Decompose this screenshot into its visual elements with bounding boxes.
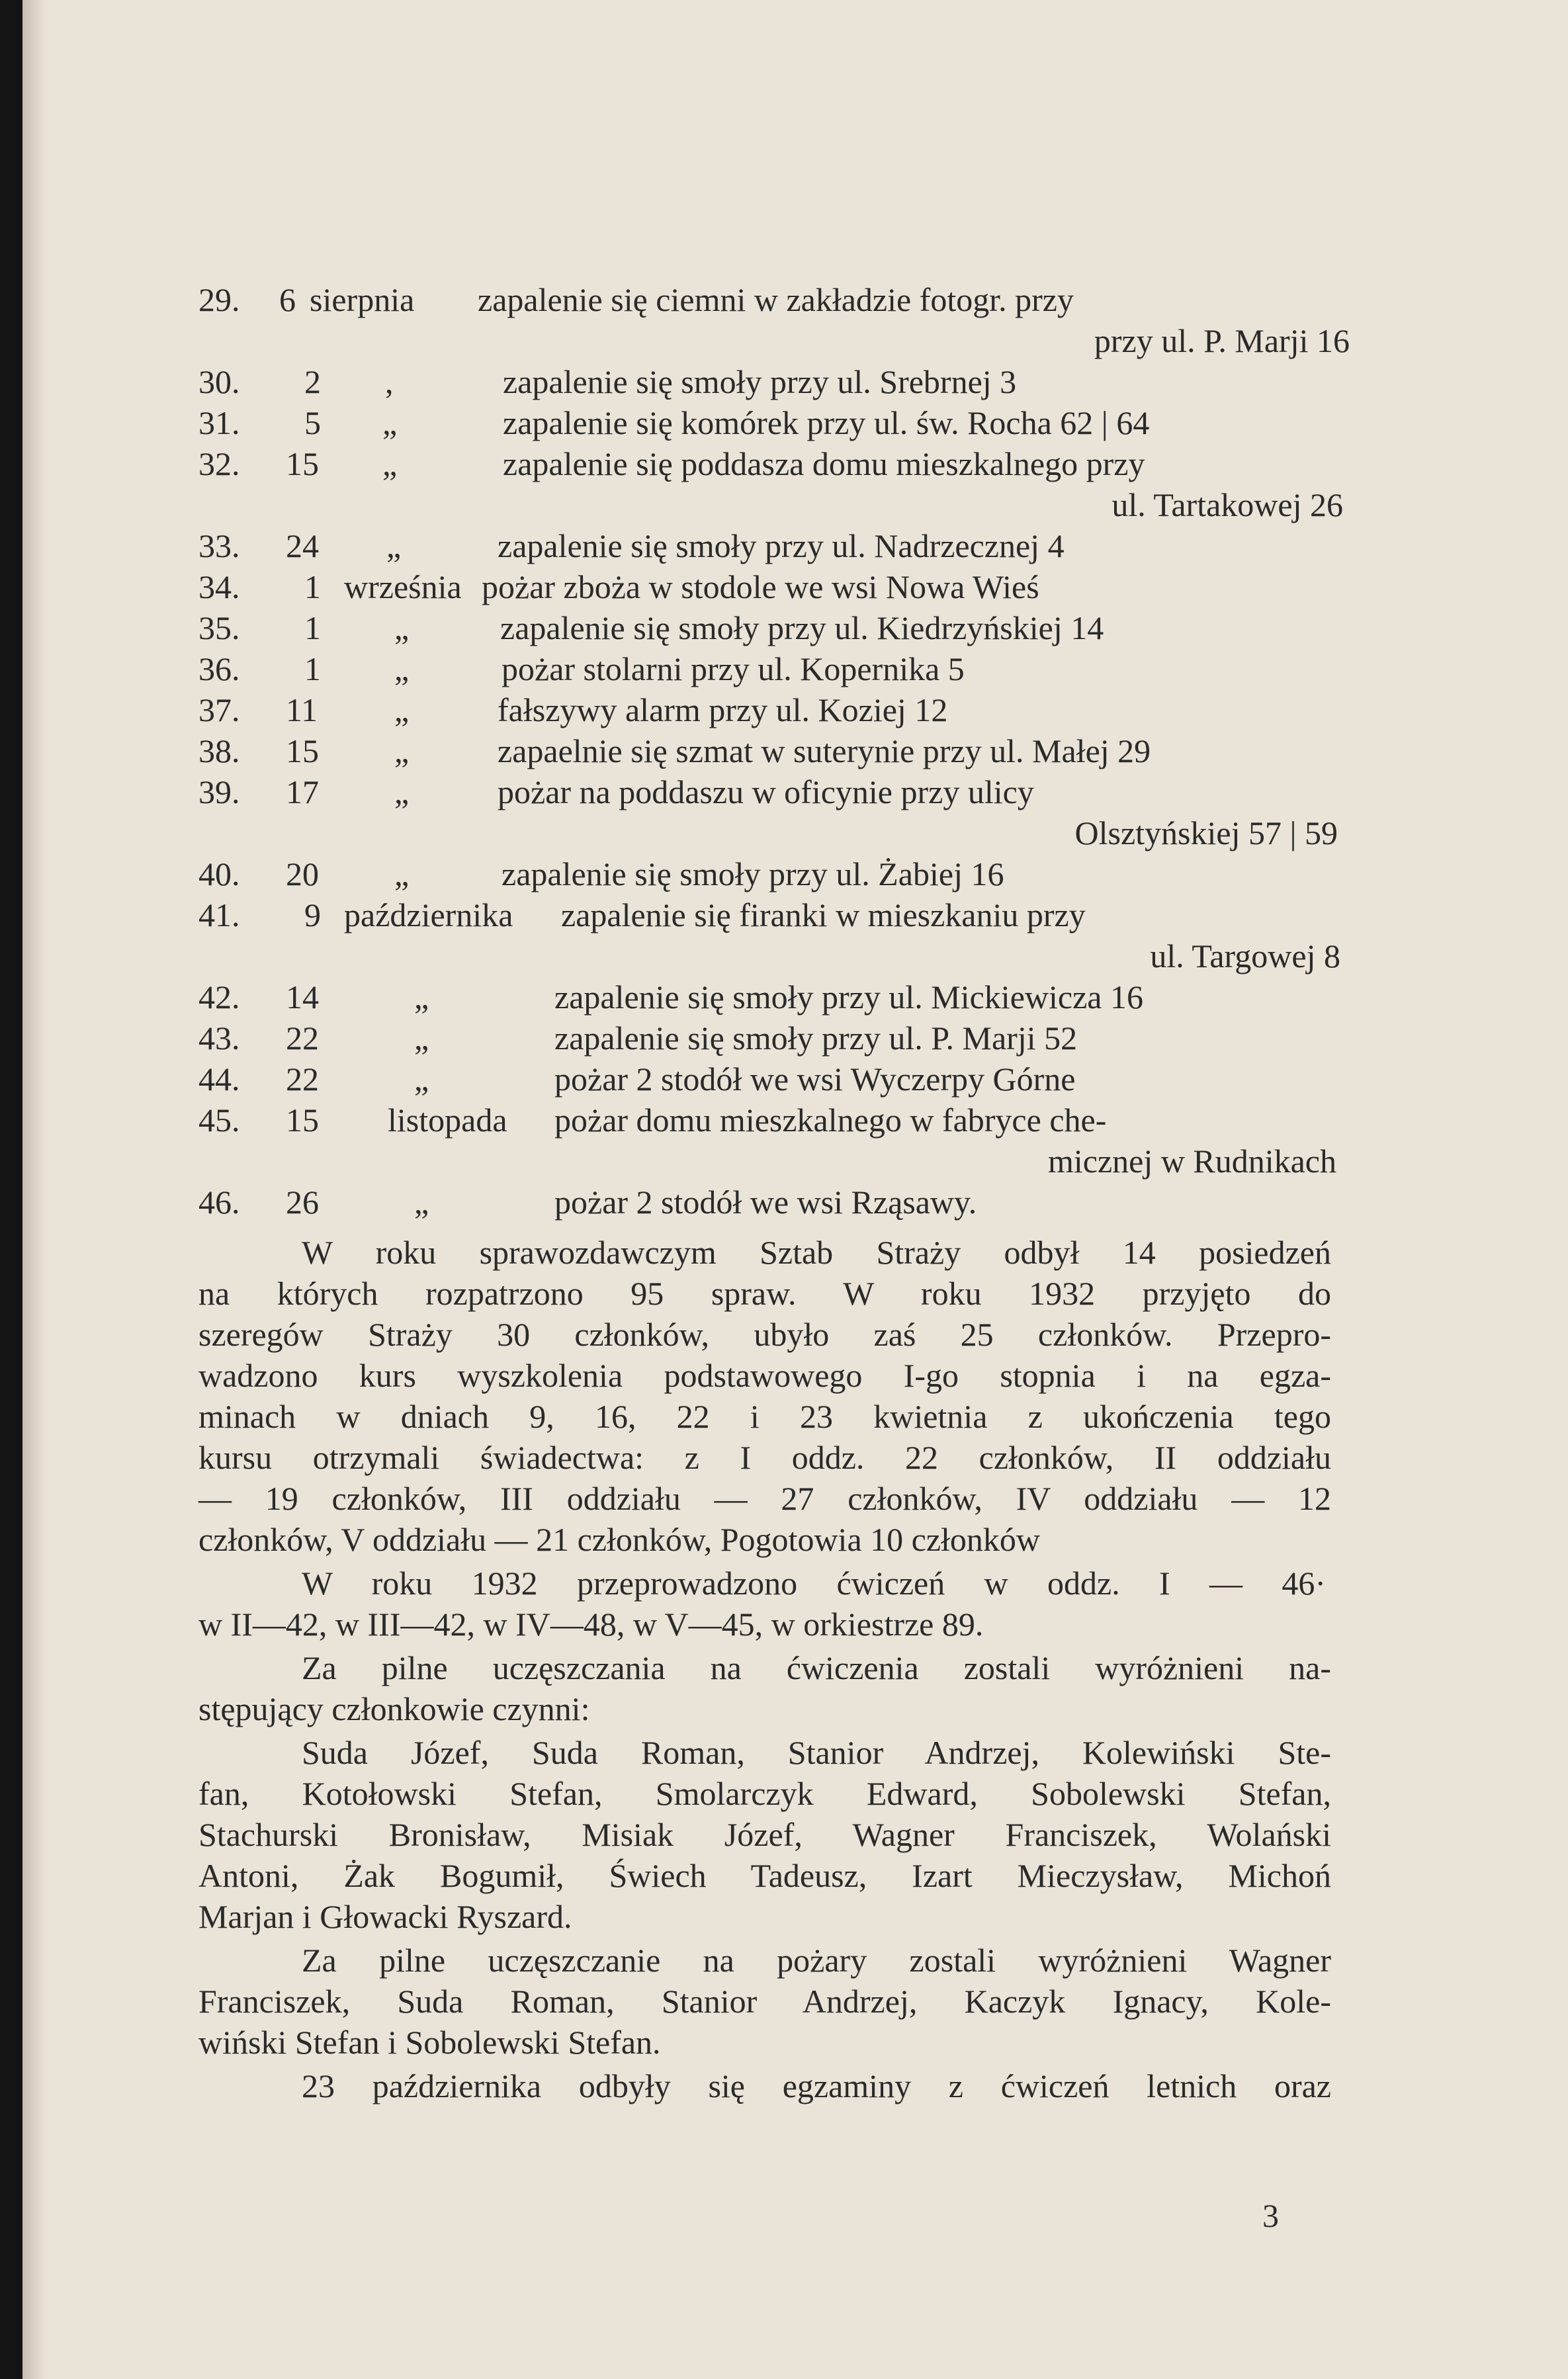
- entry-description: pożar domu mieszkalnego w fabryce che-: [554, 1102, 1107, 1139]
- entry-month: „: [386, 527, 402, 564]
- entry-number: 29.: [198, 281, 240, 318]
- paragraph-line: W roku sprawozdawczym Sztab Straży odbył 14 posiedzeń: [302, 1234, 1331, 1271]
- list-item: [0, 976, 1350, 1017]
- paragraph-line: 23 października odbyły się egzaminy z ćwiczeń letnich oraz: [302, 2067, 1331, 2104]
- entry-description-continued: Olsztyńskiej 57 | 59: [1074, 814, 1338, 851]
- entry-description: fałszywy alarm przy ul. Koziej 12: [498, 691, 948, 728]
- list-item: [0, 1182, 1350, 1223]
- paragraph-line: Za pilne uczęszczanie na pożary zostali wyróżnieni Wagner: [302, 1942, 1331, 1979]
- paragraph-line: wiński Stefan i Sobolewski Stefan.: [198, 2024, 661, 2061]
- entry-day: 15: [286, 445, 319, 482]
- list-item: [0, 607, 1350, 648]
- entry-day: 14: [286, 978, 319, 1016]
- paragraph-line: Stachurski Bronisław, Misiak Józef, Wagner Franciszek, Wolański: [198, 1816, 1331, 1853]
- entry-month: ,: [385, 363, 394, 400]
- entry-month: sierpnia: [310, 281, 415, 318]
- entry-month: „: [394, 732, 410, 769]
- entry-month: „: [394, 773, 410, 810]
- entry-description: zapaelnie się szmat w suterynie przy ul. Małej 29: [498, 732, 1151, 769]
- paragraph-line: Franciszek, Suda Roman, Stanior Andrzej, Kaczyk Ignacy, Kole-: [198, 1983, 1331, 2020]
- entry-month: „: [394, 609, 410, 646]
- entry-month: „: [394, 855, 410, 892]
- entry-day: 26: [286, 1184, 319, 1221]
- entry-number: 46.: [198, 1184, 240, 1221]
- entry-number: 41.: [198, 896, 240, 933]
- entry-day: 11: [286, 691, 318, 728]
- entry-day: 22: [286, 1060, 319, 1098]
- entry-description: pożar 2 stodół we wsi Wyczerpy Górne: [554, 1060, 1076, 1098]
- list-item: [0, 1100, 1350, 1141]
- list-item: [0, 648, 1350, 689]
- entry-number: 39.: [198, 773, 240, 810]
- entry-day: 6: [279, 281, 296, 318]
- entry-description: pożar zboża w stodole we wsi Nowa Wieś: [482, 568, 1039, 605]
- list-item: [0, 566, 1350, 607]
- entry-day: 1: [304, 568, 321, 605]
- entry-number: 34.: [198, 568, 240, 605]
- entry-number: 43.: [198, 1019, 240, 1057]
- list-item: [0, 1017, 1350, 1059]
- paragraph-line: stępujący członkowie czynni:: [198, 1690, 590, 1727]
- entry-month: „: [394, 691, 410, 728]
- entry-number: 38.: [198, 732, 240, 769]
- entry-description: zapalenie się smoły przy ul. Mickiewicza 16: [554, 978, 1143, 1016]
- entry-description: zapalenie się firanki w mieszkaniu przy: [561, 896, 1086, 933]
- entry-day: 1: [304, 609, 321, 646]
- list-item: [0, 853, 1350, 894]
- paragraph-line: fan, Kotołowski Stefan, Smolarczyk Edward, Sobolewski Stefan,: [198, 1775, 1331, 1812]
- list-item: [0, 730, 1350, 771]
- entry-description: zapalenie się smoły przy ul. Srebrnej 3: [503, 363, 1017, 400]
- entry-month: „: [394, 650, 410, 687]
- entry-number: 45.: [198, 1102, 240, 1139]
- list-item-continuation: [0, 812, 1338, 853]
- entry-number: 36.: [198, 650, 240, 687]
- entry-description: pożar na poddaszu w oficynie przy ulicy: [498, 773, 1034, 810]
- paragraph-line: Marjan i Głowacki Ryszard.: [198, 1898, 572, 1935]
- entry-day: 15: [286, 1102, 319, 1139]
- entry-month: „: [414, 1019, 429, 1057]
- entry-month: listopada: [388, 1102, 507, 1139]
- list-item-continuation: [0, 1141, 1336, 1182]
- entry-month: „: [414, 1184, 429, 1221]
- entry-month: października: [344, 896, 513, 933]
- entry-description: pożar 2 stodół we wsi Rząsawy.: [554, 1184, 977, 1221]
- list-item-continuation: [0, 484, 1343, 525]
- list-item: [0, 1059, 1350, 1100]
- entry-day: 20: [286, 855, 319, 892]
- paragraph-line: wadzono kurs wyszkolenia podstawowego I-go stopnia i na egza-: [198, 1357, 1331, 1394]
- entry-number: 30.: [198, 363, 240, 400]
- entry-day: 2: [304, 363, 321, 400]
- entry-month: września: [344, 568, 462, 605]
- paragraph-line: W roku 1932 przeprowadzono ćwiczeń w oddz. I — 46·: [302, 1565, 1326, 1602]
- paragraph-line: minach w dniach 9, 16, 22 i 23 kwietnia z ukończenia tego: [198, 1398, 1331, 1435]
- entry-description: zapalenie się ciemni w zakładzie fotogr. przy: [478, 281, 1074, 318]
- entry-number: 35.: [198, 609, 240, 646]
- paragraph-line: na których rozpatrzono 95 spraw. W roku 1932 przyjęto do: [198, 1275, 1331, 1312]
- entry-description-continued: ul. Tartakowej 26: [1111, 486, 1343, 523]
- entry-number: 37.: [198, 691, 240, 728]
- entry-day: 17: [286, 773, 319, 810]
- paragraph-line: — 19 członków, III oddziału — 27 członków, IV oddziału — 12: [198, 1480, 1331, 1517]
- entry-description-continued: przy ul. P. Marji 16: [1094, 322, 1350, 359]
- list-item: [0, 525, 1350, 566]
- entry-description: zapalenie się komórek przy ul. św. Rocha 62 | 64: [503, 404, 1150, 441]
- paragraph-line: w II—42, w III—42, w IV—48, w V—45, w orkiestrze 89.: [198, 1606, 984, 1643]
- list-item: [0, 402, 1350, 443]
- entry-month: „: [382, 404, 398, 441]
- list-item: [0, 361, 1350, 402]
- entry-month: „: [414, 1060, 429, 1098]
- entry-number: 31.: [198, 404, 240, 441]
- paragraph-line: Suda Józef, Suda Roman, Stanior Andrzej, Kolewiński Ste-: [302, 1734, 1331, 1771]
- paragraph-line: kursu otrzymali świadectwa: z I oddz. 22 członków, II oddziału: [198, 1439, 1331, 1476]
- paragraph-line: szeregów Straży 30 członków, ubyło zaś 25 członków. Przepro-: [198, 1316, 1331, 1353]
- entry-description: zapalenie się smoły przy ul. Nadrzecznej 4: [498, 527, 1065, 564]
- entry-month: „: [414, 978, 429, 1016]
- entry-day: 22: [286, 1019, 319, 1057]
- list-item: [0, 771, 1350, 812]
- page-number: 3: [1262, 2197, 1279, 2234]
- entry-description: zapalenie się smoły przy ul. Kiedrzyńskiej 14: [500, 609, 1104, 646]
- list-item: [0, 894, 1350, 935]
- list-item-continuation: [0, 320, 1350, 361]
- entry-day: 9: [304, 896, 321, 933]
- entry-number: 32.: [198, 445, 240, 482]
- entry-day: 1: [304, 650, 321, 687]
- entry-description-continued: ul. Targowej 8: [1150, 937, 1340, 974]
- entry-number: 33.: [198, 527, 240, 564]
- paragraph-line: członków, V oddziału — 21 członków, Pogotowia 10 członków: [198, 1521, 1041, 1558]
- entry-description: zapalenie się poddasza domu mieszkalnego przy: [503, 445, 1145, 482]
- list-item-continuation: [0, 935, 1340, 976]
- entry-description: zapalenie się smoły przy ul. Żabiej 16: [501, 855, 1004, 892]
- entry-day: 15: [286, 732, 319, 769]
- entry-month: „: [382, 445, 398, 482]
- list-item: [0, 689, 1350, 730]
- entry-number: 42.: [198, 978, 240, 1016]
- entry-day: 5: [304, 404, 321, 441]
- list-item: [0, 443, 1350, 484]
- entry-day: 24: [286, 527, 319, 564]
- entry-number: 44.: [198, 1060, 240, 1098]
- list-item: [0, 279, 1350, 320]
- entry-description: pożar stolarni przy ul. Kopernika 5: [501, 650, 965, 687]
- entry-description: zapalenie się smoły przy ul. P. Marji 52: [554, 1019, 1078, 1057]
- entry-description-continued: micznej w Rudnikach: [1048, 1143, 1336, 1180]
- paragraph-line: Za pilne uczęszczania na ćwiczenia zostali wyróżnieni na-: [302, 1649, 1331, 1686]
- entry-number: 40.: [198, 855, 240, 892]
- paragraph-line: Antoni, Żak Bogumił, Świech Tadeusz, Izart Mieczysław, Michoń: [198, 1857, 1331, 1894]
